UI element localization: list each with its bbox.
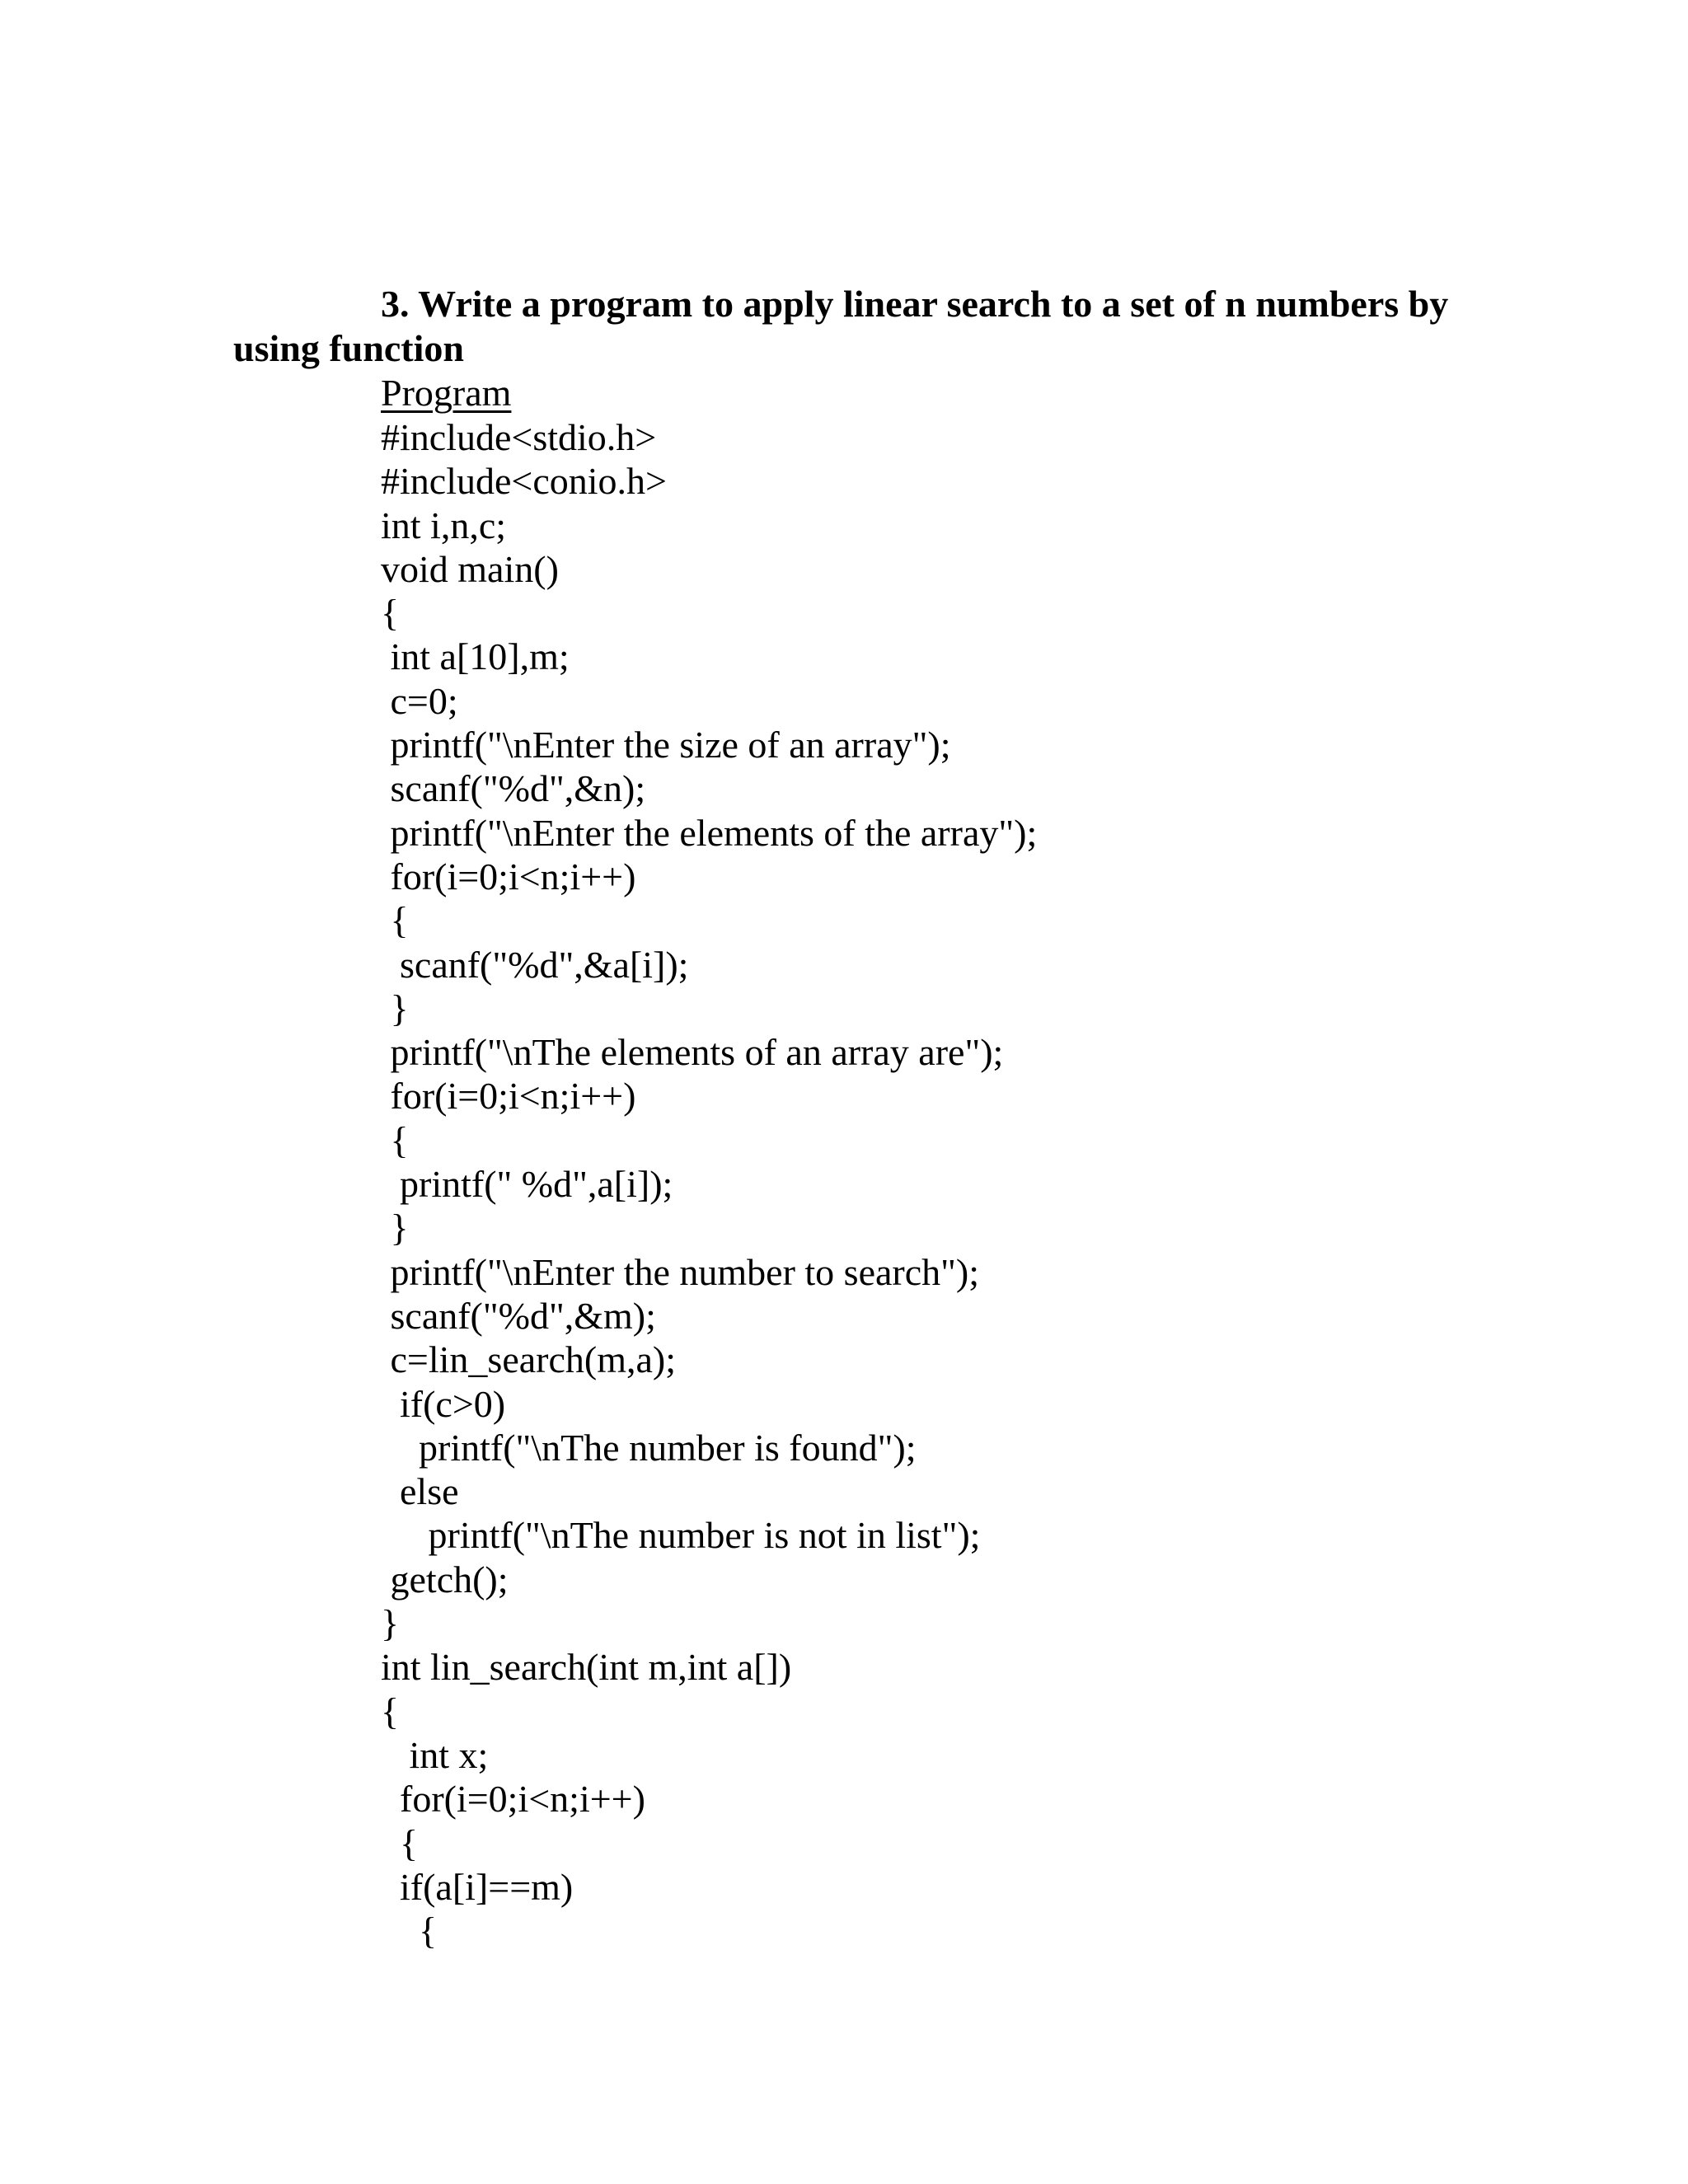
code-line: for(i=0;i<n;i++) — [381, 1075, 636, 1118]
code-line: { — [381, 1118, 409, 1161]
code-line: printf("\nEnter the number to search"); — [381, 1250, 980, 1293]
code-line: scanf("%d",&n); — [381, 767, 646, 810]
code-line: } — [381, 1207, 409, 1249]
code-line: int a[10],m; — [381, 635, 570, 678]
question-heading-line-1: 3. Write a program to apply linear search to a set of n numbers by — [381, 283, 1449, 325]
code-line: void main() — [381, 547, 559, 590]
code-line: scanf("%d",&m); — [381, 1294, 656, 1337]
code-line: if(a[i]==m) — [381, 1865, 574, 1908]
code-line: { — [381, 1690, 400, 1732]
code-line: { — [381, 899, 409, 942]
code-listing — [381, 415, 1617, 1952]
code-line: printf("\nEnter the size of an array"); — [381, 724, 951, 766]
code-line: c=lin_search(m,a); — [381, 1338, 677, 1381]
code-line: } — [381, 987, 409, 1029]
code-line: printf("\nThe number is not in list"); — [381, 1514, 981, 1557]
code-line: printf("\nEnter the elements of the array"); — [381, 811, 1038, 854]
code-line: scanf("%d",&a[i]); — [381, 943, 689, 986]
code-line: for(i=0;i<n;i++) — [381, 855, 636, 898]
code-line: int i,n,c; — [381, 504, 507, 546]
question-heading-line-2: using function — [233, 327, 464, 369]
code-line: getch(); — [381, 1558, 509, 1601]
code-line: if(c>0) — [381, 1382, 506, 1425]
code-line: #include<stdio.h> — [381, 416, 657, 458]
code-line: else — [381, 1470, 459, 1513]
code-line: } — [381, 1602, 400, 1645]
code-line: int x; — [381, 1733, 489, 1776]
program-label: Program — [381, 372, 512, 414]
code-line: int lin_search(int m,int a[]) — [381, 1646, 792, 1689]
code-line: c=0; — [381, 679, 458, 722]
code-line: printf(" %d",a[i]); — [381, 1163, 673, 1206]
code-line: #include<conio.h> — [381, 460, 667, 503]
code-line: printf("\nThe number is found"); — [381, 1426, 917, 1469]
code-line: { — [381, 592, 400, 635]
code-line: { — [381, 1910, 438, 1952]
code-line: printf("\nThe elements of an array are"); — [381, 1031, 1004, 1074]
code-line: { — [381, 1821, 419, 1864]
code-line: for(i=0;i<n;i++) — [381, 1778, 645, 1821]
